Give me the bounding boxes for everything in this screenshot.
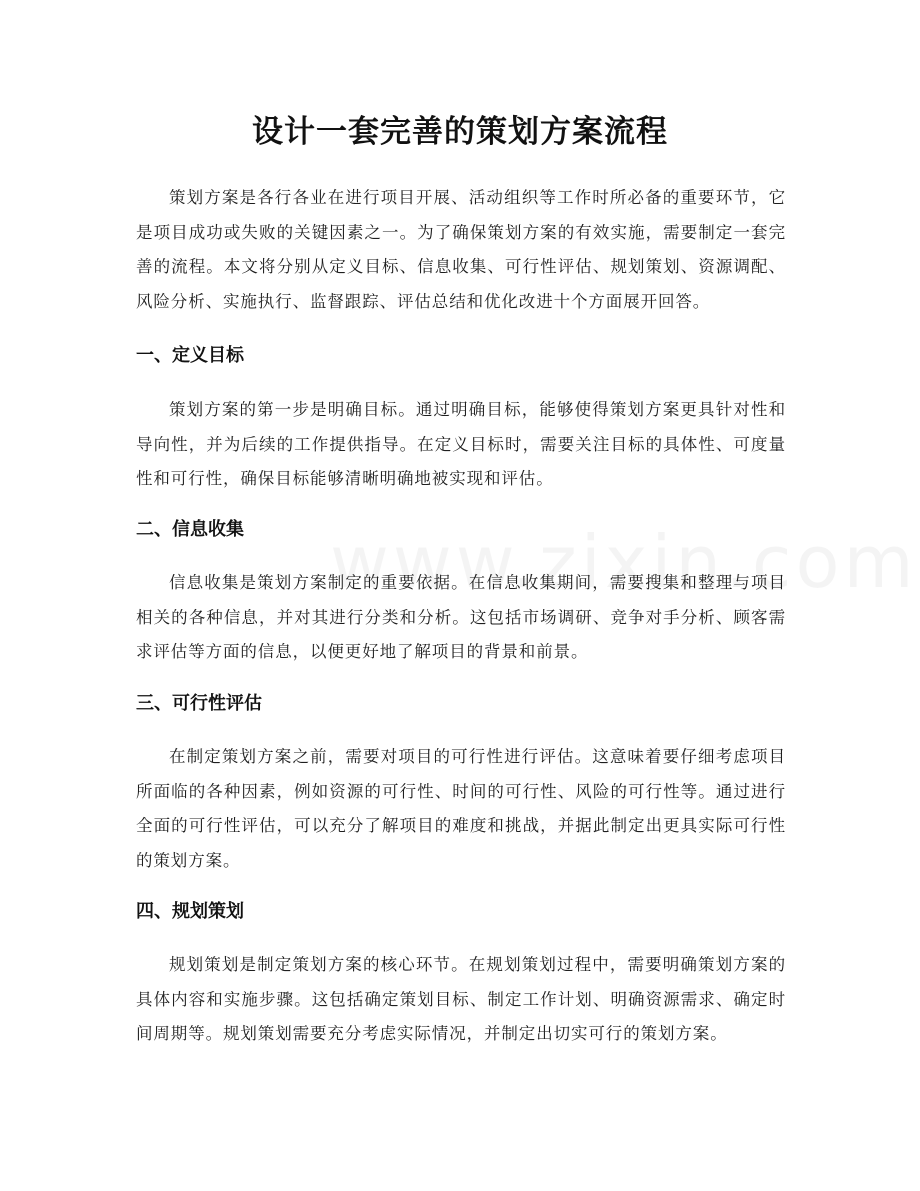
section-heading-1: 一、定义目标 <box>136 345 244 366</box>
section-body-1: 策划方案的第一步是明确目标。通过明确目标，能够使得策划方案更具针对性和导向性，并为后续的工作提供指导。在定义目标时，需要关注目标的具体性、可度量性和可行性，确保目标能够清晰明确地被实现和评估。 <box>136 400 786 488</box>
intro-paragraph: 策划方案是各行各业在进行项目开展、活动组织等工作时所必备的重要环节，它是项目成功或失败的关键因素之一。为了确保策划方案的有效实施，需要制定一套完善的流程。本文将分别从定义目标、信息收集、可行性评估、规划策划、资源调配、风险分析、实施执行、监督跟踪、评估总结和优化改进十个方面展开回答。 <box>136 188 786 311</box>
page-title: 设计一套完善的策划方案流程 <box>252 114 668 150</box>
section-heading-2: 二、信息收集 <box>136 519 244 540</box>
section-heading-4: 四、规划策划 <box>136 901 244 922</box>
section-heading-3: 三、可行性评估 <box>136 693 262 714</box>
section-body-2: 信息收集是策划方案制定的重要依据。在信息收集期间，需要搜集和整理与项目相关的各种信息，并对其进行分类和分析。这包括市场调研、竞争对手分析、顾客需求评估等方面的信息，以便更好地了解项目的背景和前景。 <box>136 573 786 661</box>
section-body-3: 在制定策划方案之前，需要对项目的可行性进行评估。这意味着要仔细考虑项目所面临的各种因素，例如资源的可行性、时间的可行性、风险的可行性等。通过进行全面的可行性评估，可以充分了解项目的难度和挑战，并据此制定出更具实际可行性的策划方案。 <box>136 747 786 870</box>
section-body-4: 规划策划是制定策划方案的核心环节。在规划策划过程中，需要明确策划方案的具体内容和实施步骤。这包括确定策划目标、制定工作计划、明确资源需求、确定时间周期等。规划策划需要充分考虑实际情况，并制定出切实可行的策划方案。 <box>136 955 786 1043</box>
